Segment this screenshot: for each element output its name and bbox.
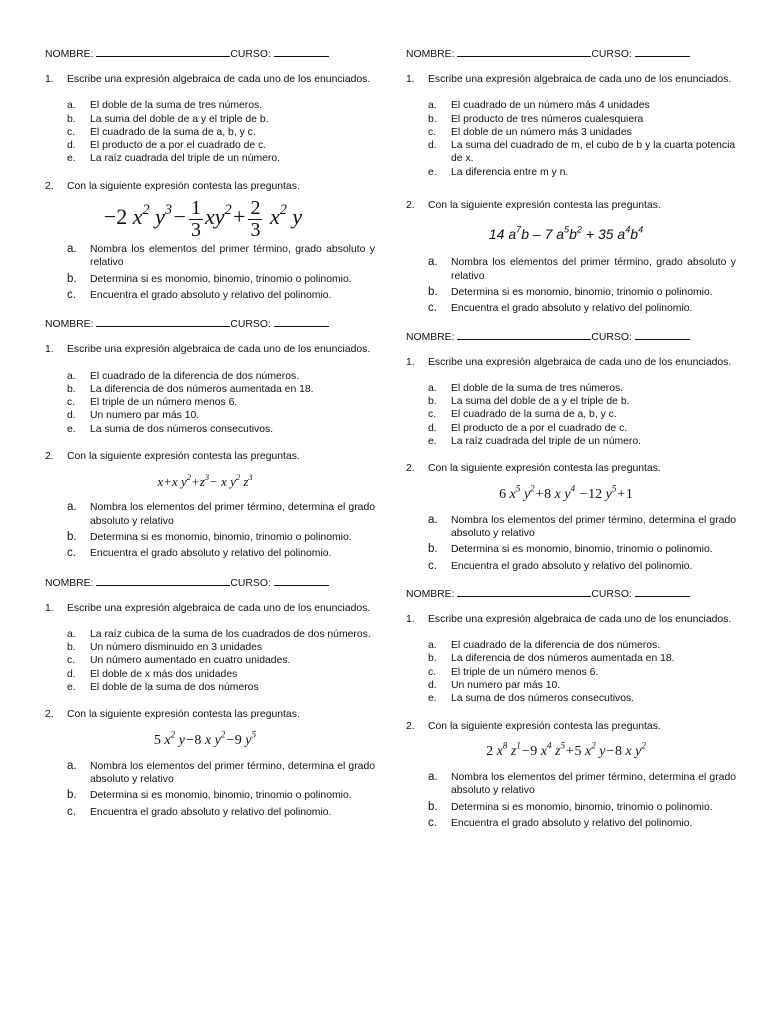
nombre-blank[interactable] xyxy=(96,316,230,327)
item-letter: c. xyxy=(67,655,76,667)
question-2 xyxy=(406,720,736,733)
item-letter: c. xyxy=(428,559,437,572)
item-letter: e. xyxy=(428,166,437,178)
item-text: La suma de dos números consecutivos. xyxy=(451,693,635,705)
question-list xyxy=(45,243,375,302)
curso-blank[interactable] xyxy=(274,575,329,586)
item-text: Determina si es monomio, binomio, trinomio o polinomio. xyxy=(451,544,713,556)
item-text: El producto de a por el cuadrado de c. xyxy=(451,422,628,434)
item-text: Encuentra el grado absoluto y relativo del polinomio. xyxy=(90,806,332,818)
question-text: Escribe una expresión algebraica de cada uno de los enunciados. xyxy=(428,613,732,625)
list-item xyxy=(67,681,375,694)
list-item xyxy=(428,126,736,139)
item-text: El triple de un número menos 6. xyxy=(90,397,238,409)
item-letter: d. xyxy=(67,668,76,680)
list-item xyxy=(428,817,736,830)
nombre-label: NOMBRE: xyxy=(45,49,94,60)
worksheet-6 xyxy=(406,586,736,830)
item-text: Determina si es monomio, binomio, trinomio o polinomio. xyxy=(90,790,352,802)
list-item xyxy=(428,560,736,573)
item-letter: a. xyxy=(67,501,77,514)
list-item xyxy=(428,422,736,435)
nombre-blank[interactable] xyxy=(457,586,591,597)
list-item xyxy=(67,760,375,787)
question-1 xyxy=(406,356,736,369)
worksheet-header xyxy=(45,316,375,329)
list-item xyxy=(67,152,375,165)
item-letter: b. xyxy=(428,543,438,556)
item-letter: e. xyxy=(67,682,76,694)
item-text: El triple de un número menos 6. xyxy=(451,666,599,678)
polynomial-expression: 14 $a^7b - 7$ $a^5b^2 + 35$ $a^4b^4$ xyxy=(488,225,644,243)
fraction xyxy=(248,198,262,241)
question-text: Con la siguiente expresión contesta las preguntas. xyxy=(428,463,661,475)
polynomial-expression: −2 $x^2$ $y^3-$ $\frac{1}{3}$ $xy^2+$ $\frac{2}{3}$ $x^2$ y xyxy=(103,196,303,241)
list-item xyxy=(67,531,375,544)
question-text: Con la siguiente expresión contesta las preguntas. xyxy=(428,720,661,732)
item-letter: e. xyxy=(67,423,76,435)
curso-label: CURSO: xyxy=(591,331,632,343)
coefficient: −2 xyxy=(103,204,128,230)
question-text: Escribe una expresión algebraica de cada uno de los enunciados. xyxy=(67,602,371,614)
item-text: Determina si es monomio, binomio, trinomio o polinomio. xyxy=(451,286,713,298)
item-letter: b. xyxy=(67,642,76,654)
item-letter: e. xyxy=(428,436,437,448)
list-item xyxy=(428,679,736,692)
curso-label: CURSO: xyxy=(230,577,271,589)
item-text: La raíz cubica de la suma de los cuadrados de dos números. xyxy=(90,628,371,640)
question-number: 2. xyxy=(406,463,415,475)
list-item xyxy=(67,383,375,396)
statement-list xyxy=(45,99,375,165)
list-item xyxy=(428,408,736,421)
list-item xyxy=(67,501,375,528)
item-text: El producto de a por el cuadrado de c. xyxy=(90,140,267,152)
question-1 xyxy=(45,602,375,615)
item-text: La raíz cuadrada del triple de un número. xyxy=(451,436,642,448)
question-number: 2. xyxy=(45,709,54,721)
list-item xyxy=(428,692,736,705)
statement-list xyxy=(406,382,736,448)
question-2 xyxy=(406,199,736,212)
nombre-label: NOMBRE: xyxy=(45,577,94,589)
item-letter: a. xyxy=(67,370,76,382)
item-text: Nombra los elementos del primer término, determina el grado absoluto y relativo xyxy=(90,502,375,527)
coefficient: 35 xyxy=(597,226,614,243)
list-item xyxy=(428,302,736,315)
worksheet-header xyxy=(406,586,736,599)
item-letter: a. xyxy=(67,243,77,256)
item-letter: b. xyxy=(67,113,76,125)
item-letter: b. xyxy=(67,789,77,802)
list-item xyxy=(67,668,375,681)
coefficient: 6 xyxy=(499,486,507,502)
item-text: El cuadrado de la suma de a, b, y c. xyxy=(451,409,617,421)
question-1 xyxy=(45,73,375,86)
list-item xyxy=(428,652,736,665)
coefficient: 7 xyxy=(544,226,553,243)
polynomial-expression: x+x $y^2+z^3- x$ $y^2$ $z^3$ xyxy=(157,472,253,490)
item-text: El doble de la suma de tres números. xyxy=(90,100,263,112)
question-2 xyxy=(45,450,375,463)
question-text: Con la siguiente expresión contesta las preguntas. xyxy=(428,200,661,212)
list-item xyxy=(428,666,736,679)
list-item xyxy=(428,99,736,112)
statement-list xyxy=(45,628,375,694)
list-item xyxy=(67,547,375,560)
item-letter: c. xyxy=(67,288,76,301)
item-text: Nombra los elementos del primer término, grado absoluto y relativo xyxy=(451,257,736,282)
worksheet-header xyxy=(45,46,375,59)
list-item xyxy=(428,639,736,652)
curso-blank[interactable] xyxy=(635,46,690,57)
numerator: 1 xyxy=(190,196,201,219)
coefficient: 2 xyxy=(486,743,494,759)
list-item xyxy=(67,126,375,139)
list-item xyxy=(428,395,736,408)
question-list xyxy=(406,771,736,830)
item-text: El doble de un número más 3 unidades xyxy=(451,126,632,138)
list-item xyxy=(67,139,375,152)
item-letter: d. xyxy=(67,410,76,422)
item-text: La diferencia de dos números aumentada en 18. xyxy=(90,383,314,395)
item-text: Un numero par más 10. xyxy=(90,410,200,422)
item-letter: b. xyxy=(67,530,77,543)
item-text: Nombra los elementos del primer término, determina el grado absoluto y relativo xyxy=(451,771,736,797)
item-text: El cuadrado de la diferencia de dos números. xyxy=(90,370,300,382)
item-text: La raíz cuadrada del triple de un número. xyxy=(90,153,281,165)
worksheet-4 xyxy=(406,329,736,573)
question-list xyxy=(45,760,375,819)
question-number: 1. xyxy=(406,613,415,625)
list-item xyxy=(67,641,375,654)
item-text: El cuadrado de la suma de a, b, y c. xyxy=(90,126,256,138)
item-letter: a. xyxy=(67,759,77,772)
item-letter: d. xyxy=(428,422,437,434)
nombre-blank[interactable] xyxy=(96,46,230,57)
coefficient: 12 xyxy=(588,486,603,502)
item-letter: c. xyxy=(67,805,76,818)
item-text: La suma del doble de a y el triple de b. xyxy=(90,113,269,125)
curso-label: CURSO: xyxy=(591,49,632,60)
worksheet-header xyxy=(406,46,736,59)
item-letter: d. xyxy=(428,680,437,692)
item-text: Un numero par más 10. xyxy=(451,680,561,692)
item-letter: c. xyxy=(428,409,437,421)
question-2 xyxy=(45,180,375,193)
question-number: 2. xyxy=(45,180,54,192)
curso-blank[interactable] xyxy=(635,329,690,340)
list-item xyxy=(67,273,375,286)
item-letter: d. xyxy=(428,140,437,152)
list-item xyxy=(67,243,375,270)
worksheet-3 xyxy=(45,316,375,560)
item-text: El doble de la suma de dos números xyxy=(90,682,259,694)
question-1 xyxy=(406,613,736,626)
item-letter: e. xyxy=(428,693,437,705)
item-letter: b. xyxy=(67,383,76,395)
curso-label: CURSO: xyxy=(591,588,632,600)
question-text: Escribe una expresión algebraica de cada uno de los enunciados. xyxy=(428,356,732,368)
item-letter: c. xyxy=(67,397,76,409)
item-text: El doble de la suma de tres números. xyxy=(451,382,624,394)
worksheet-header xyxy=(406,329,736,342)
denominator: 3 xyxy=(250,218,261,241)
list-item xyxy=(428,113,736,126)
item-letter: c. xyxy=(67,126,76,138)
item-letter: a. xyxy=(428,256,438,269)
polynomial-expression: 6 $x^5$ $y^2+8$ x $y^4 -12$ $y^5+1$ xyxy=(499,483,633,502)
item-letter: b. xyxy=(428,285,438,298)
item-letter: a. xyxy=(428,770,438,783)
worksheet-header xyxy=(45,575,375,588)
question-2 xyxy=(45,708,375,721)
question-number: 2. xyxy=(406,720,415,732)
nombre-label: NOMBRE: xyxy=(406,49,455,60)
numerator: 2 xyxy=(250,196,261,219)
question-text: Con la siguiente expresión contesta las preguntas. xyxy=(67,709,300,721)
coefficient: 8 xyxy=(194,732,202,748)
question-text: Escribe una expresión algebraica de cada uno de los enunciados. xyxy=(67,74,371,85)
item-text: Encuentra el grado absoluto y relativo del polinomio. xyxy=(90,548,332,560)
statement-list xyxy=(45,370,375,436)
question-number: 2. xyxy=(406,200,415,212)
polynomial-expression: 2 $x^8$ $z^1-9$ $x^4$ $z^5+5$ $x^2$ y−8 x $y^2$ xyxy=(486,740,646,759)
polynomial-expression: 5 $x^2$ y−8 x $y^2-9$ $y^5$ xyxy=(153,729,257,748)
list-item xyxy=(428,286,736,299)
item-letter: b. xyxy=(428,653,437,665)
item-text: La diferencia entre m y n. xyxy=(451,166,569,178)
item-letter: a. xyxy=(428,100,437,112)
item-text: La suma de dos números consecutivos. xyxy=(90,423,274,435)
item-letter: b. xyxy=(428,800,438,813)
question-number: 1. xyxy=(45,602,54,614)
question-number: 1. xyxy=(45,74,54,85)
item-letter: c. xyxy=(428,666,437,678)
question-text: Con la siguiente expresión contesta las preguntas. xyxy=(67,451,300,463)
question-text: Con la siguiente expresión contesta las preguntas. xyxy=(67,180,300,192)
list-item xyxy=(67,628,375,641)
question-2 xyxy=(406,462,736,475)
list-item xyxy=(67,806,375,819)
list-item xyxy=(67,396,375,409)
item-text: Nombra los elementos del primer término, determina el grado absoluto y relativo xyxy=(451,514,736,539)
nombre-blank[interactable] xyxy=(96,575,230,586)
curso-label: CURSO: xyxy=(230,49,271,60)
item-letter: b. xyxy=(67,272,77,285)
item-letter: c. xyxy=(428,816,437,829)
statement-list xyxy=(406,99,736,179)
coefficient: 1 xyxy=(625,486,633,502)
question-number: 1. xyxy=(406,356,415,368)
item-letter: c. xyxy=(67,547,76,560)
item-letter: c. xyxy=(428,302,437,315)
item-text: La diferencia de dos números aumentada en 18. xyxy=(451,653,675,665)
question-1 xyxy=(406,73,736,86)
list-item xyxy=(67,99,375,112)
denominator: 3 xyxy=(190,218,201,241)
nombre-label: NOMBRE: xyxy=(406,331,455,343)
coefficient: 9 xyxy=(530,743,538,759)
item-letter: a. xyxy=(67,628,76,640)
right-column xyxy=(406,46,736,830)
item-text: El producto de tres números cualesquiera xyxy=(451,113,644,125)
item-letter: a. xyxy=(428,382,437,394)
item-letter: b. xyxy=(428,396,437,408)
item-text: El cuadrado de la diferencia de dos números. xyxy=(451,640,661,652)
item-text: Encuentra el grado absoluto y relativo del polinomio. xyxy=(90,289,332,301)
item-text: La suma del doble de a y el triple de b. xyxy=(451,396,630,408)
item-letter: d. xyxy=(67,140,76,152)
coefficient: 8 xyxy=(544,486,552,502)
list-item xyxy=(67,409,375,422)
question-number: 1. xyxy=(45,344,54,356)
list-item xyxy=(428,543,736,556)
list-item xyxy=(428,256,736,283)
item-text: Encuentra el grado absoluto y relativo del polinomio. xyxy=(451,303,693,315)
coefficient: 9 xyxy=(234,732,242,748)
worksheet-2 xyxy=(406,46,736,316)
list-item xyxy=(428,801,736,814)
list-item xyxy=(67,423,375,436)
list-item xyxy=(67,654,375,667)
question-number: 1. xyxy=(406,74,415,85)
list-item xyxy=(67,789,375,802)
question-number: 2. xyxy=(45,451,54,463)
question-1 xyxy=(45,343,375,356)
coefficient: 8 xyxy=(614,743,622,759)
nombre-label: NOMBRE: xyxy=(45,319,94,331)
list-item xyxy=(428,139,736,166)
list-item xyxy=(428,166,736,179)
item-letter: c. xyxy=(428,126,437,138)
item-text: Determina si es monomio, binomio, trinomio o polinomio. xyxy=(90,531,352,543)
list-item xyxy=(428,771,736,798)
item-text: Nombra los elementos del primer término, grado absoluto y relativo xyxy=(90,244,375,269)
nombre-blank[interactable] xyxy=(457,46,591,57)
item-text: Encuentra el grado absoluto y relativo del polinomio. xyxy=(451,560,693,572)
nombre-blank[interactable] xyxy=(457,329,591,340)
curso-label: CURSO: xyxy=(230,319,271,331)
item-text: Encuentra el grado absoluto y relativo del polinomio. xyxy=(451,817,693,829)
list-item xyxy=(428,435,736,448)
curso-blank[interactable] xyxy=(635,586,690,597)
worksheet-5 xyxy=(45,575,375,819)
item-text: Un número aumentado en cuatro unidades. xyxy=(90,655,291,667)
item-text: Un número disminuido en 3 unidades xyxy=(90,642,263,654)
nombre-label: NOMBRE: xyxy=(406,588,455,600)
item-letter: b. xyxy=(428,113,437,125)
list-item xyxy=(67,370,375,383)
item-text: Nombra los elementos del primer término, determina el grado absoluto y relativo xyxy=(90,760,375,785)
list-item xyxy=(428,514,736,541)
item-text: Determina si es monomio, binomio, trinomio o polinomio. xyxy=(90,273,352,285)
question-text: Escribe una expresión algebraica de cada uno de los enunciados. xyxy=(428,74,732,85)
left-column xyxy=(45,46,375,819)
worksheet-1 xyxy=(45,46,375,302)
curso-blank[interactable] xyxy=(274,46,329,57)
item-text: La suma del cuadrado de m, el cubo de b y la cuarta potencia de x. xyxy=(451,140,736,165)
question-text: Escribe una expresión algebraica de cada uno de los enunciados. xyxy=(67,344,371,356)
item-text: El doble de x más dos unidades xyxy=(90,668,238,680)
item-letter: a. xyxy=(428,513,438,526)
coefficient: 5 xyxy=(153,732,161,748)
coefficient: 5 xyxy=(574,743,582,759)
item-letter: a. xyxy=(428,640,437,652)
item-text: Determina si es monomio, binomio, trinomio o polinomio. xyxy=(451,801,713,813)
list-item xyxy=(67,113,375,126)
question-list xyxy=(406,256,736,315)
question-list xyxy=(406,514,736,573)
question-list xyxy=(45,501,375,560)
curso-blank[interactable] xyxy=(274,316,329,327)
item-text: El cuadrado de un número más 4 unidades xyxy=(451,100,650,112)
coefficient: 14 xyxy=(488,226,505,243)
statement-list xyxy=(406,639,736,705)
list-item xyxy=(428,382,736,395)
list-item xyxy=(67,289,375,302)
item-letter: e. xyxy=(67,153,76,165)
fraction xyxy=(189,198,203,241)
item-letter: a. xyxy=(67,100,76,112)
